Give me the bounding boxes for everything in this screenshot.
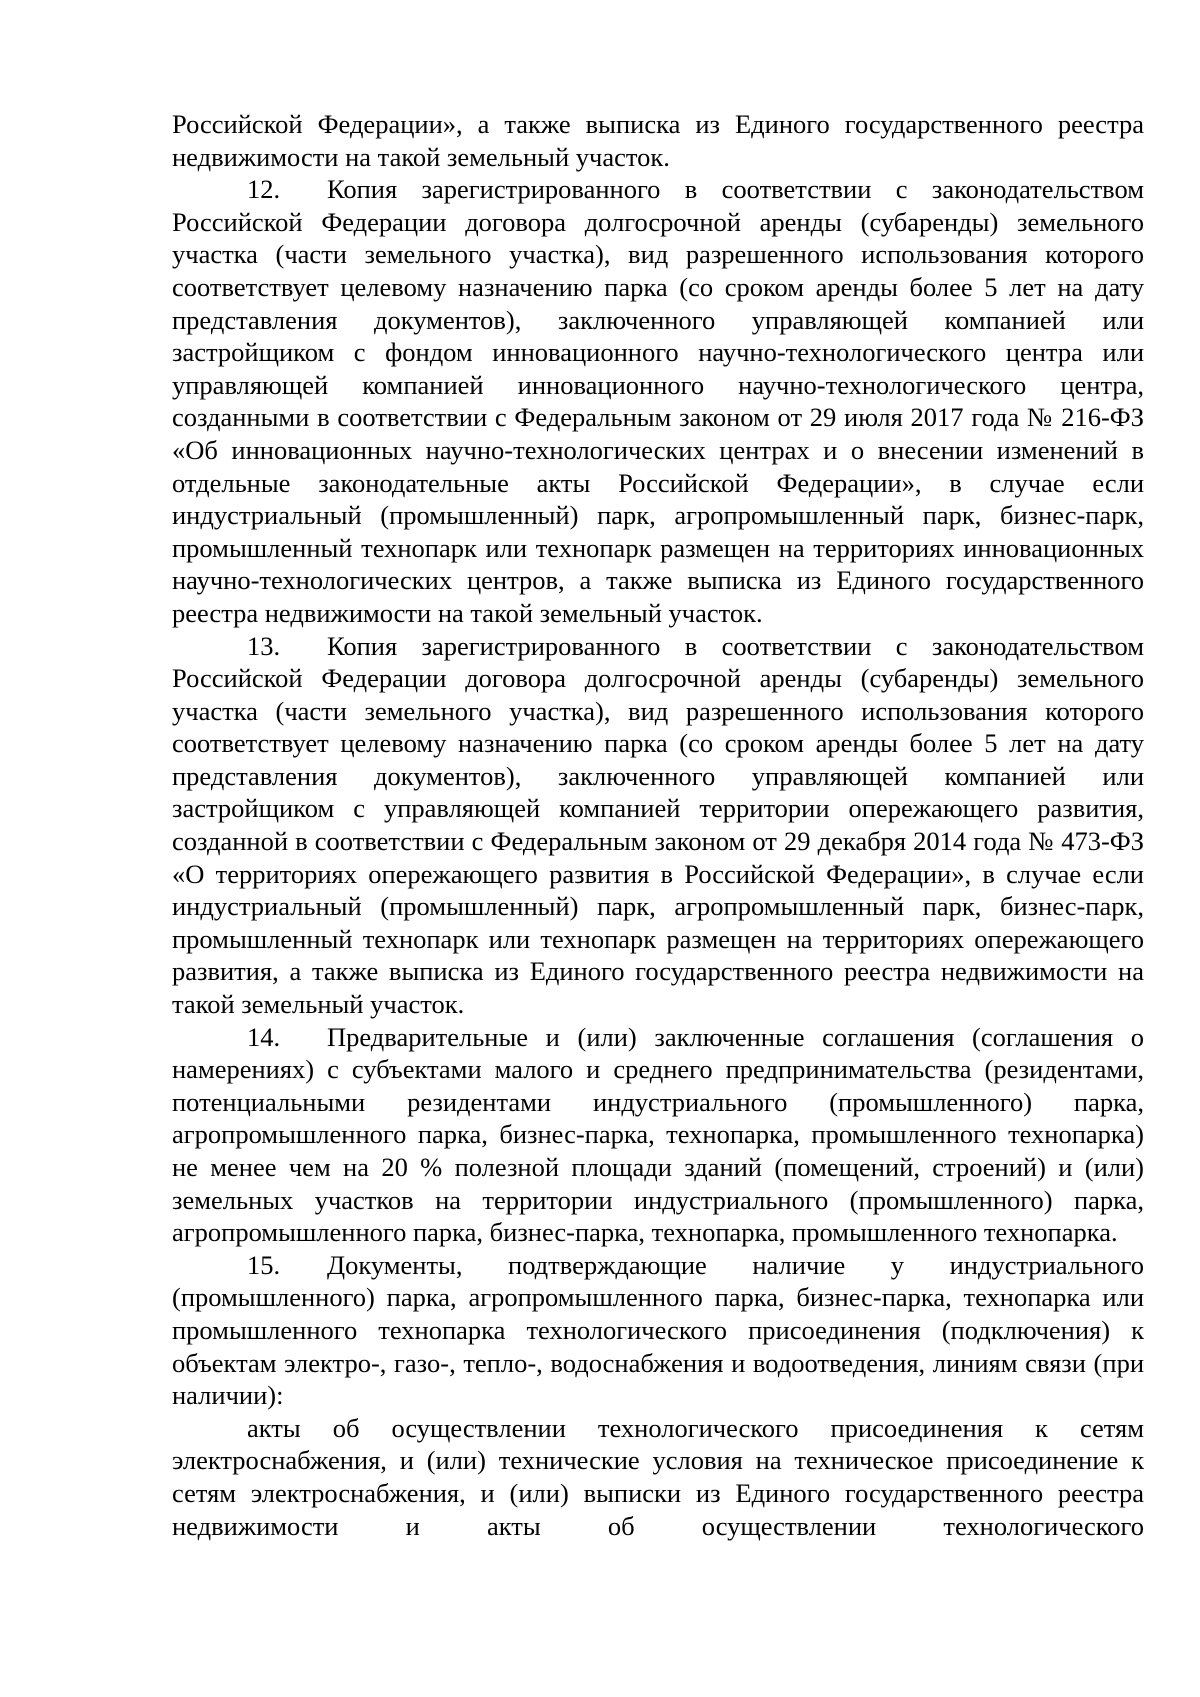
item-number: 12. <box>247 174 281 205</box>
item-number: 15. <box>247 1249 281 1280</box>
intro-paragraph: Российской Федерации», а также выписка из Единого государственного реестра недвижимости на такой земельный участок. <box>172 109 1144 172</box>
document-page <box>172 108 1144 1542</box>
item-number: 13. <box>247 630 281 661</box>
item-number: 14. <box>247 1021 281 1052</box>
sub-paragraph: акты об осуществлении технологического присоединения к сетям электроснабжения, и (или) технические условия на техническое присоединение к сетям электроснабжения, и (или) выписки из Единого государственного реестра недвижимости и акты об осуществлении технологического <box>172 1412 1144 1541</box>
list-item-13 <box>172 630 1144 1021</box>
item-text: Документы, подтверждающие наличие у индустриального (промышленного) парка, агропромышленного парка, бизнес-парка, технопарка или промышленного технопарка технологического присоединения (подключения) к объектам электро-, газо-, тепло-, водоснабжения и водоотведения, линиям связи (при наличии): <box>172 1249 1144 1411</box>
list-item-15 <box>172 1249 1144 1412</box>
item-text: Копия зарегистрированного в соответствии с законодательством Российской Федерации договора долгосрочной аренды (субаренды) земельного участка (части земельного участка), вид разрешенного использования которого соответствует целевому назначению парка (со сроком аренды более 5 лет на дату представления документов), заключенного управляющей компанией или застройщиком с фондом инновационного научно-технологического центра или управляющей компанией инновационного научно-технологического центра, созданными в соответствии с Федеральным законом от 29 июля 2017 года № 216-ФЗ «Об инновационных научно-технологических центрах и о внесении изменений в отдельные законодательные акты Российской Федерации», в случае если индустриальный (промышленный) парк, агропромышленный парк, бизнес-парк, промышленный технопарк или технопарк размещен на территориях инновационных научно-технологических центров, а также выписка из Единого государственного реестра недвижимости на такой земельный участок. <box>172 174 1144 628</box>
item-text: Предварительные и (или) заключенные соглашения (соглашения о намерениях) с субъектами малого и среднего предпринимательства (резидентами, потенциальными резидентами индустриального (промышленного) парка, агропромышленного парка, бизнес-парка, технопарка, промышленного технопарка) не менее чем на 20 % полезной площади зданий (помещений, строений) и (или) земельных участков на территории индустриального (промышленного) парка, агропромышленного парка, бизнес-парка, технопарка, промышленного технопарка. <box>172 1021 1144 1248</box>
list-item-14 <box>172 1021 1144 1249</box>
list-item-12 <box>172 173 1144 629</box>
item-text: Копия зарегистрированного в соответствии с законодательством Российской Федерации договора долгосрочной аренды (субаренды) земельного участка (части земельного участка), вид разрешенного использования которого соответствует целевому назначению парка (со сроком аренды более 5 лет на дату представления документов), заключенного управляющей компанией или застройщиком с управляющей компанией территории опережающего развития, созданной в соответствии с Федеральным законом от 29 декабря 2014 года № 473-ФЗ «О территориях опережающего развития в Российской Федерации», в случае если индустриальный (промышленный) парк, агропромышленный парк, бизнес-парк, промышленный технопарк или технопарк размещен на территориях опережающего развития, а также выписка из Единого государственного реестра недвижимости на такой земельный участок. <box>172 630 1144 1020</box>
